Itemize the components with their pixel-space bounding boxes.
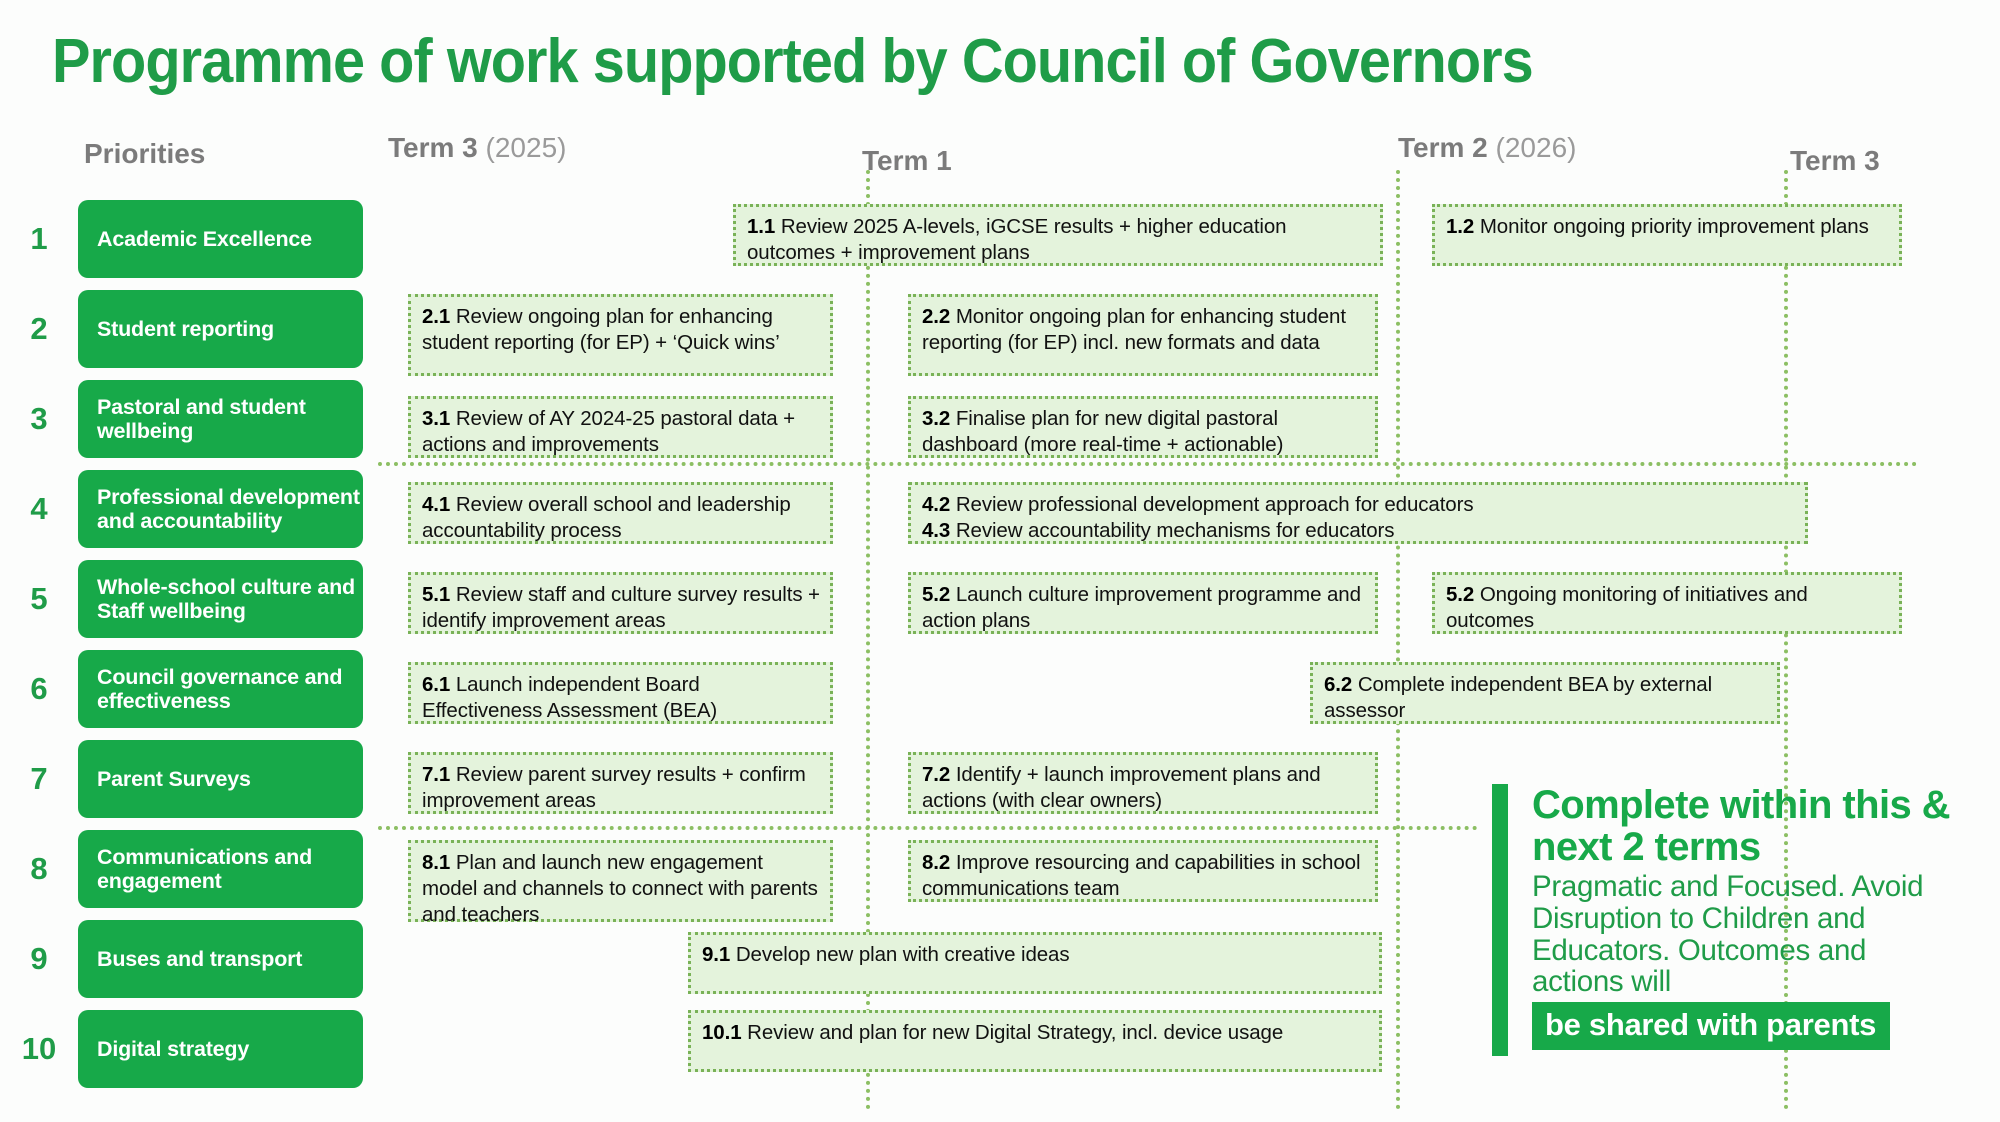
task-id-8-1: 8.1	[422, 851, 451, 874]
task-line-4-2	[922, 492, 1796, 518]
row-group-divider-2	[378, 826, 1478, 830]
task-id-1-1: 1.1	[747, 215, 776, 238]
priority-label-9: Buses and transport	[97, 946, 303, 971]
task-text-7-2: Identify + launch improvement plans and actions (with clear owners)	[922, 763, 1321, 812]
priority-pill-5[interactable]	[78, 560, 363, 638]
priority-pill-10[interactable]	[78, 1010, 363, 1088]
callout-accent-bar	[1492, 784, 1508, 1056]
priority-pill-6[interactable]	[78, 650, 363, 728]
task-id-7-1: 7.1	[422, 763, 451, 786]
column-header-priorities	[84, 138, 205, 170]
task-text-6-1: Launch independent Board Effectiveness Assessment (BEA)	[422, 673, 718, 722]
task-card-1-2[interactable]	[1432, 204, 1902, 266]
task-card-8-1[interactable]	[408, 840, 833, 926]
task-id-4-3: 4.3	[922, 518, 951, 542]
priority-number-6: 6	[30, 671, 48, 706]
column-header-term3-last	[1790, 145, 1880, 177]
task-card-2-1[interactable]	[408, 294, 833, 376]
task-id-4-1: 4.1	[422, 493, 451, 516]
column-header-priorities-label: Priorities	[84, 138, 206, 169]
task-text-9-1: Develop new plan with creative ideas	[735, 943, 1070, 966]
task-text-10-1: Review and plan for new Digital Strategy, incl. device usage	[747, 1021, 1284, 1044]
task-line-4-3	[922, 518, 1796, 544]
column-header-term2-2026-year: (2026)	[1495, 132, 1577, 163]
task-text-5-2: Launch culture improvement programme and action plans	[922, 583, 1361, 632]
task-text-5-1: Review staff and culture survey results + identify improvement areas	[422, 583, 820, 632]
task-id-2-1: 2.1	[422, 305, 451, 328]
priority-pill-8[interactable]	[78, 830, 363, 908]
task-card-1-1[interactable]	[733, 204, 1383, 266]
task-id-7-2: 7.2	[922, 763, 951, 786]
column-header-term1	[862, 145, 952, 177]
task-card-6-2[interactable]	[1310, 662, 1780, 724]
task-card-5-2b[interactable]	[1432, 572, 1902, 634]
task-text-6-2: Complete independent BEA by external assessor	[1324, 673, 1713, 722]
priority-label-10: Digital strategy	[97, 1036, 250, 1061]
task-card-7-1[interactable]	[408, 752, 833, 814]
task-text-3-1: Review of AY 2024-25 pastoral data + actions and improvements	[422, 407, 796, 456]
priority-number-2: 2	[30, 311, 48, 346]
priority-number-9: 9	[30, 941, 48, 976]
priority-label-7: Parent Surveys	[97, 766, 251, 791]
column-header-term2-2026-label: Term 2	[1398, 132, 1488, 163]
priority-label-5: Whole-school culture and Staff wellbeing	[97, 574, 355, 623]
priority-label-2: Student reporting	[97, 316, 274, 341]
task-id-6-2: 6.2	[1324, 673, 1353, 696]
priority-number-4: 4	[30, 491, 48, 526]
page-title: Programme of work supported by Council of Governors	[52, 27, 1533, 96]
task-id-5-1: 5.1	[422, 583, 451, 606]
task-id-9-1: 9.1	[702, 943, 731, 966]
task-card-10-1[interactable]	[688, 1010, 1382, 1072]
task-card-3-2[interactable]	[908, 396, 1378, 458]
column-header-term1-label: Term 1	[862, 145, 952, 176]
priority-number-8: 8	[30, 851, 48, 886]
task-card-6-1[interactable]	[408, 662, 833, 724]
column-header-term3-2025-year: (2025)	[485, 132, 567, 163]
task-id-6-1: 6.1	[422, 673, 451, 696]
task-card-8-2[interactable]	[908, 840, 1378, 902]
task-card-3-1[interactable]	[408, 396, 833, 458]
priority-number-10: 10	[21, 1031, 57, 1066]
callout-subtext: Pragmatic and Focused. Avoid Disruption to Children and Educators. Outcomes and actions will	[1532, 869, 1924, 999]
callout-highlight: be shared with parents	[1532, 1002, 1890, 1050]
priority-label-3: Pastoral and student wellbeing	[97, 394, 306, 443]
task-id-3-1: 3.1	[422, 407, 451, 430]
task-card-4-1[interactable]	[408, 482, 833, 544]
task-text-2-2: Monitor ongoing plan for enhancing student reporting (for EP) incl. new formats and data	[922, 305, 1346, 354]
task-id-2-2: 2.2	[922, 305, 951, 328]
callout-heading: Complete within this & next 2 terms	[1532, 783, 1950, 870]
priority-label-1: Academic Excellence	[97, 226, 312, 251]
task-text-4-3: Review accountability mechanisms for educators	[955, 518, 1395, 542]
task-id-5-2: 5.2	[922, 583, 951, 606]
task-card-5-2[interactable]	[908, 572, 1378, 634]
priority-pill-2[interactable]	[78, 290, 363, 368]
task-text-8-1: Plan and launch new engagement model and channels to connect with parents and teachers	[422, 851, 818, 926]
priority-number-1: 1	[30, 221, 48, 256]
priority-label-4: Professional development and accountability	[97, 484, 360, 533]
task-text-1-1: Review 2025 A-levels, iGCSE results + higher education outcomes + improvement plans	[747, 215, 1287, 264]
task-text-1-2: Monitor ongoing priority improvement plans	[1479, 215, 1869, 238]
task-text-4-2: Review professional development approach for educators	[955, 493, 1474, 516]
task-id-3-2: 3.2	[922, 407, 951, 430]
task-card-7-2[interactable]	[908, 752, 1378, 814]
priority-pill-4[interactable]	[78, 470, 363, 548]
task-text-4-1: Review overall school and leadership accountability process	[422, 493, 791, 542]
task-text-8-2: Improve resourcing and capabilities in school communications team	[922, 851, 1361, 900]
task-card-9-1[interactable]	[688, 932, 1382, 994]
row-group-divider-1	[378, 462, 1918, 466]
task-id-5-2b: 5.2	[1446, 583, 1475, 606]
priority-pill-3[interactable]	[78, 380, 363, 458]
priority-number-7: 7	[30, 761, 48, 796]
task-id-4-2: 4.2	[922, 493, 951, 516]
column-header-term2-2026	[1398, 132, 1576, 164]
column-header-term3-last-label: Term 3	[1790, 145, 1880, 176]
task-id-8-2: 8.2	[922, 851, 951, 874]
priority-pill-7[interactable]	[78, 740, 363, 818]
callout-body	[1532, 784, 1962, 1050]
priority-pill-1[interactable]	[78, 200, 363, 278]
task-card-2-2[interactable]	[908, 294, 1378, 376]
priority-pill-9[interactable]	[78, 920, 363, 998]
task-text-2-1: Review ongoing plan for enhancing student reporting (for EP) + ‘Quick wins’	[422, 305, 780, 354]
column-header-term3-2025-label: Term 3	[388, 132, 478, 163]
task-id-10-1: 10.1	[702, 1021, 742, 1044]
task-card-5-1[interactable]	[408, 572, 833, 634]
task-text-3-2: Finalise plan for new digital pastoral dashboard (more real-time + actionable)	[922, 407, 1284, 456]
callout-panel	[1492, 784, 1962, 1050]
column-divider-term2	[1396, 170, 1400, 1110]
priority-label-8: Communications and engagement	[97, 844, 313, 893]
column-header-term3-2025	[388, 132, 566, 164]
task-text-5-2b: Ongoing monitoring of initiatives and outcomes	[1446, 583, 1808, 632]
priority-number-5: 5	[30, 581, 48, 616]
task-text-7-1: Review parent survey results + confirm improvement areas	[422, 763, 806, 812]
priority-label-6: Council governance and effectiveness	[97, 664, 343, 713]
task-id-1-2: 1.2	[1446, 215, 1475, 238]
task-card-4-2-4-3[interactable]	[908, 482, 1808, 544]
priority-number-3: 3	[30, 401, 48, 436]
